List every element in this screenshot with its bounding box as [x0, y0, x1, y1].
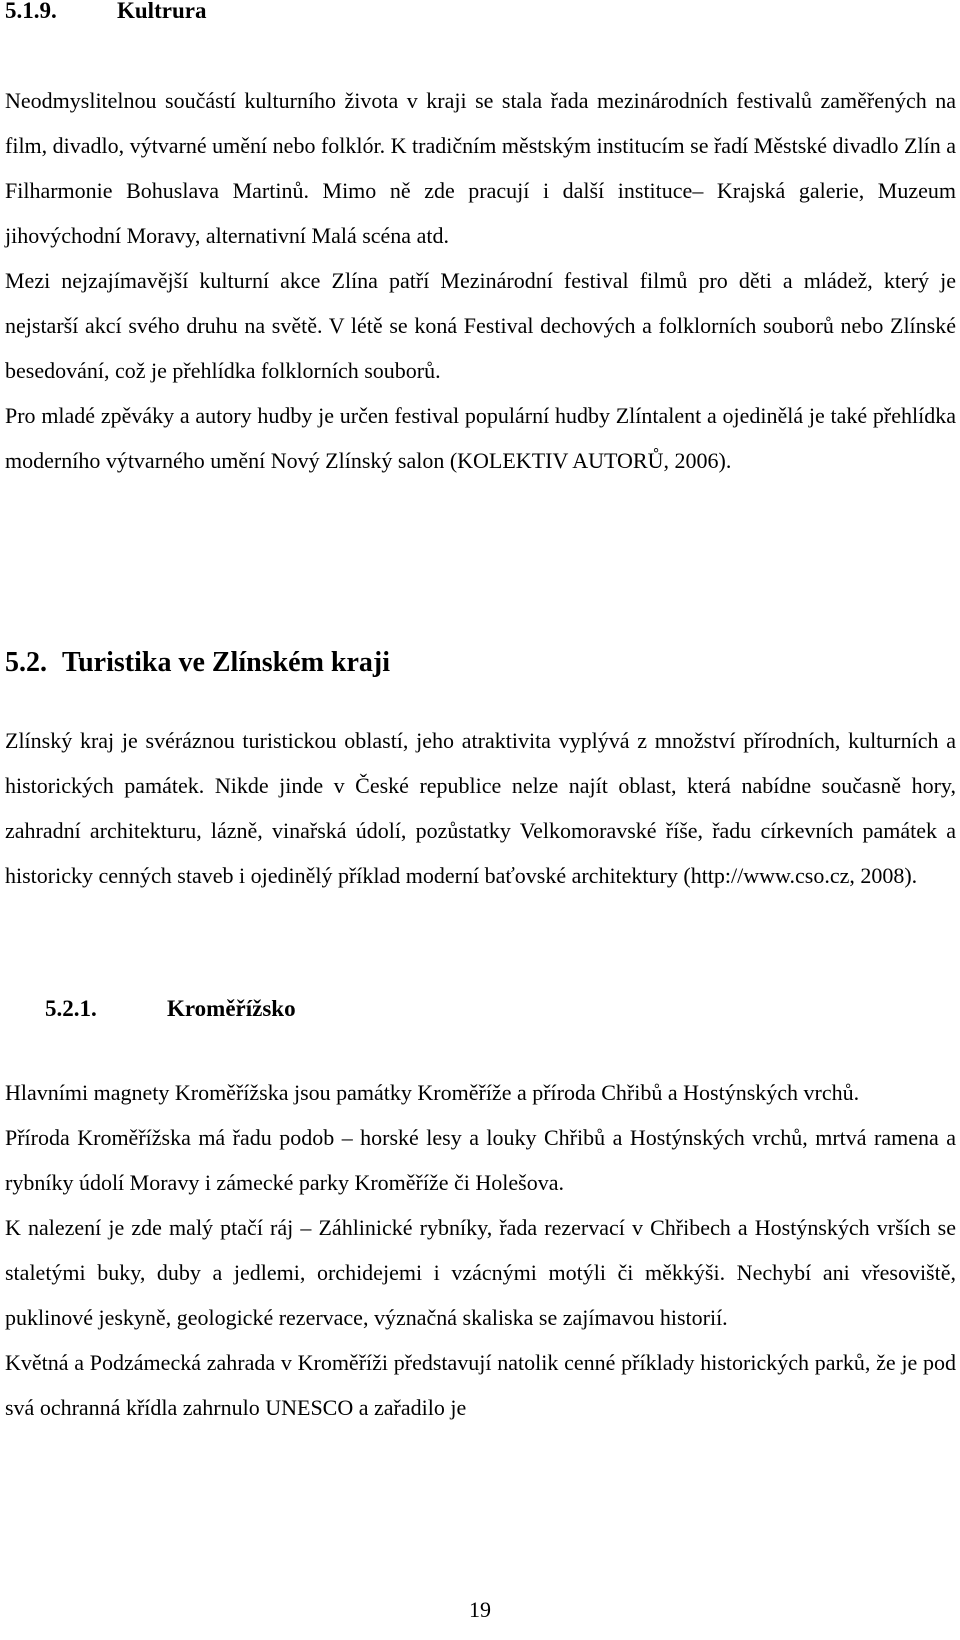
- section-title: Kultrura: [117, 0, 207, 23]
- paragraph: K nalezení je zde malý ptačí ráj – Záhlinické rybníky, řada rezervací v Chřibech a Hostýnských vrších se staletými buky, duby a jedlemi, orchidejemi i vzácnými motýli či měkkýši. Nechybí ani vřesoviště, puklinové jeskyně, geologické rezervace, význačná skaliska se zajímavou historií.: [5, 1215, 956, 1330]
- section-title: Kroměřížsko: [167, 996, 296, 1021]
- paragraph: Květná a Podzámecká zahrada v Kroměříži představují natolik cenné příklady historických parků, že je pod svá ochranná křídla zahrnulo UNESCO a zařadilo je: [5, 1350, 956, 1420]
- section-heading-kromerizsko: [5, 996, 296, 1022]
- paragraph: Zlínský kraj je svéráznou turistickou oblastí, jeho atraktivita vyplývá z množství přírodních, kulturních a historických památek. Nikde jinde v České republice nelze najít oblast, která nabídne současně hory, zahradní architekturu, lázně, vinařská údolí, pozůstatky Velkomoravské říše, řadu církevních památek a historicky cenných staveb i ojedinělý příklad moderní baťovské architektury (http://www.cso.cz, 2008).: [5, 728, 956, 888]
- section-body-kromerizsko: [5, 1070, 956, 1430]
- paragraph: Pro mladé zpěváky a autory hudby je určen festival populární hudby Zlíntalent a ojedinělá je také přehlídka moderního výtvarného umění Nový Zlínský salon (KOLEKTIV AUTORŮ, 2006).: [5, 403, 956, 473]
- section-number: 5.2.1.: [45, 996, 97, 1021]
- page-number: 19: [469, 1597, 491, 1622]
- paragraph: Příroda Kroměřížska má řadu podob – horské lesy a louky Chřibů a Hostýnských vrchů, mrtvá ramena a rybníky údolí Moravy i zámecké parky Kroměříže či Holešova.: [5, 1125, 956, 1195]
- paragraph: Neodmyslitelnou součástí kulturního života v kraji se stala řada mezinárodních festivalů zaměřených na film, divadlo, výtvarné umění nebo folklór. K tradičním městským institucím se řadí Městské divadlo Zlín a Filharmonie Bohuslava Martinů. Mimo ně zde pracují i další instituce– Krajská galerie, Muzeum jihovýchodní Moravy, alternativní Malá scéna atd.: [5, 88, 956, 248]
- section-heading-kultura: [5, 0, 206, 24]
- paragraph: Mezi nejzajímavější kulturní akce Zlína patří Mezinárodní festival filmů pro děti a mládež, který je nejstarší akcí svého druhu na světě. V létě se koná Festival dechových a folklorních souborů nebo Zlínské besedování, což je přehlídka folklorních souborů.: [5, 268, 956, 383]
- section-body-turistika: [5, 718, 956, 898]
- section-number: 5.2.: [5, 647, 47, 678]
- section-body-kultura: [5, 78, 956, 483]
- section-number: 5.1.9.: [5, 0, 57, 23]
- section-heading-turistika: [5, 647, 390, 679]
- paragraph: Hlavními magnety Kroměřížska jsou památky Kroměříže a příroda Chřibů a Hostýnských vrchů.: [5, 1080, 860, 1105]
- section-title: Turistika ve Zlínském kraji: [62, 647, 391, 678]
